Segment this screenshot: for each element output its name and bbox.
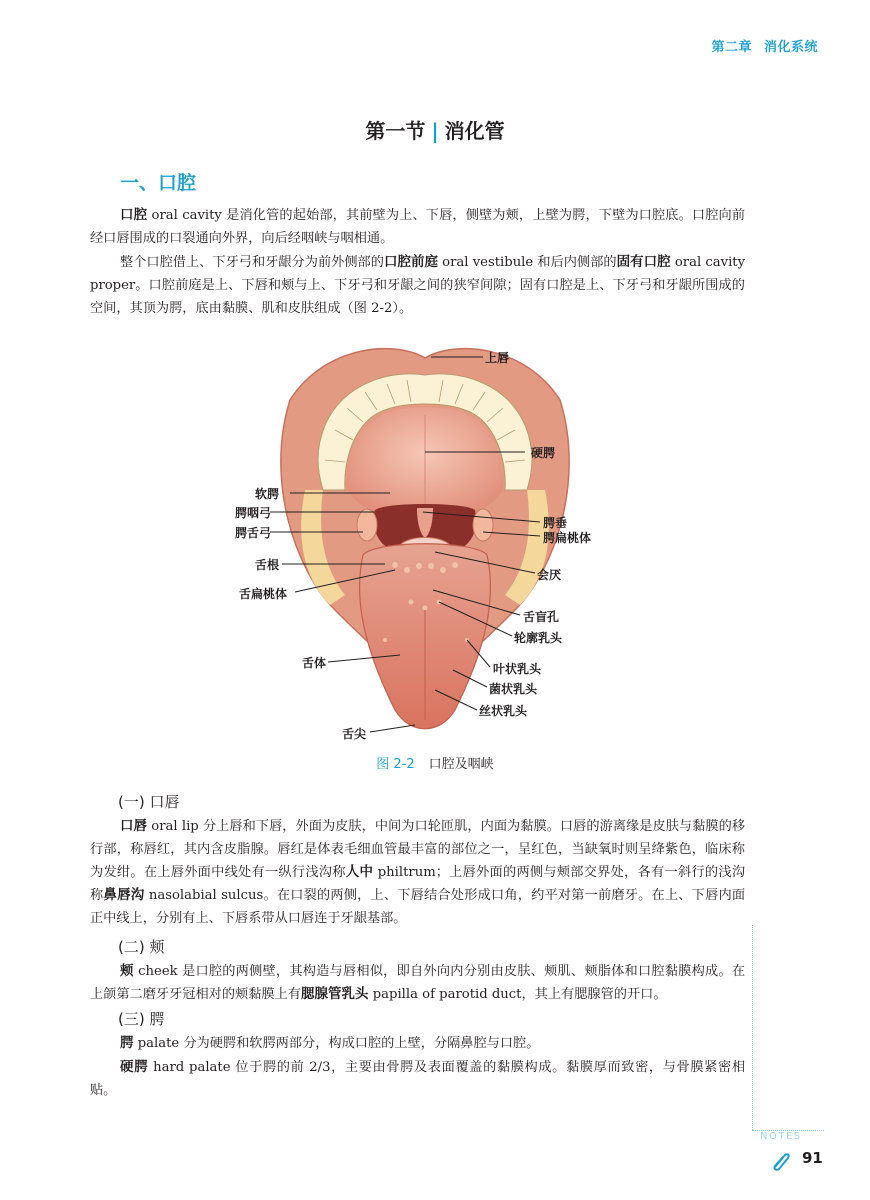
- paragraph-text: palate 分为硬腭和软腭两部分，构成口腔的上壁，分隔鼻腔与口腔。: [133, 1036, 540, 1051]
- paragraph-text: nasolabial sulcus。在口裂的两侧，上、下唇结合处形成口角，约平对第一前磨牙。在上、下唇内面正中线上，分别有上、下唇系带从口唇连于牙龈基部。: [90, 888, 746, 926]
- term: 口唇: [120, 818, 148, 834]
- term: 鼻唇沟: [103, 887, 145, 903]
- label-tongue-root: 舌根: [255, 558, 280, 572]
- label-foliate-papillae: 叶状乳头: [493, 662, 542, 676]
- paragraph-cheek: [90, 960, 745, 1006]
- label-palatoglossal-arch: 腭舌弓: [235, 526, 272, 540]
- figure-oral-cavity: [235, 340, 615, 740]
- heading-oral-cavity: 一、口腔: [120, 172, 197, 194]
- paragraph-text: hard palate 位于腭的前 2/3，主要由骨腭及表面覆盖的黏膜构成。黏膜厚而致密，与骨膜紧密相贴。: [90, 1060, 746, 1098]
- paragraph-vestibule: [90, 251, 745, 320]
- page-number: 91: [802, 1149, 823, 1167]
- label-upper-lip: 上唇: [485, 351, 510, 365]
- label-fungiform-papillae: 菌状乳头: [489, 682, 538, 696]
- figure-caption: [0, 753, 870, 772]
- section-title: [0, 115, 870, 144]
- paragraph-lip: [90, 815, 745, 930]
- section-name: 消化管: [444, 119, 505, 143]
- term: 口腔: [120, 207, 148, 223]
- label-soft-palate: 软腭: [255, 487, 280, 501]
- label-palatine-tonsil: 腭扁桃体: [543, 531, 592, 545]
- label-uvula: 腭垂: [543, 516, 568, 530]
- paragraph-text: oral vestibule 和后内侧部的: [437, 255, 617, 270]
- label-filiform-papillae: 丝状乳头: [479, 704, 528, 718]
- running-head: [711, 36, 818, 55]
- figure-title: 口腔及咽峡: [428, 757, 494, 772]
- label-epiglottis: 会厌: [537, 568, 562, 582]
- paragraph-text: oral cavity proper。口腔前庭是上、下唇和颊与上、下牙弓和牙龈之间的狭窄间隙；固有口腔是上、下牙弓和牙龈所围成的空间，其顶为腭，底由黏膜、肌和皮肤组成（图 2-2）。: [90, 255, 746, 316]
- paragraph-text: cheek 是口腔的两侧壁，其构造与唇相似，即自外向内分别由皮肤、颊肌、颊脂体和口腔黏膜构成。在上颌第二磨牙牙冠相对的颊黏膜上有: [90, 964, 746, 1002]
- chapter-number: 第二章: [711, 40, 752, 55]
- label-hard-palate: 硬腭: [531, 446, 556, 460]
- paragraph-text: philtrum；上唇外面的两侧与颊部交界处，各有一斜行的浅沟称: [90, 865, 746, 903]
- heading-palate: (三) 腭: [118, 1010, 165, 1028]
- label-palatopharyngeal-arch: 腭咽弓: [235, 506, 272, 520]
- label-lingual-tonsil: 舌扁桃体: [239, 587, 288, 601]
- paperclip-icon: [768, 1148, 794, 1174]
- term: 腮腺管乳头: [301, 986, 369, 1002]
- term: 腭: [120, 1035, 134, 1051]
- term: 人中: [345, 864, 374, 880]
- term: 口腔前庭: [383, 254, 438, 270]
- notes-label: NOTES: [760, 1131, 802, 1142]
- label-foramen-cecum: 舌盲孔: [523, 610, 560, 624]
- paragraph-oral-cavity: [90, 204, 745, 250]
- label-tongue-body: 舌体: [302, 656, 327, 670]
- heading-cheek: (二) 颊: [118, 938, 165, 956]
- paragraph-hard-palate: [90, 1056, 745, 1102]
- section-number: 第一节: [365, 119, 426, 143]
- paragraph-palate: [90, 1032, 745, 1055]
- notes-divider-vertical: [752, 925, 753, 1130]
- term: 硬腭: [120, 1059, 149, 1075]
- paragraph-text: oral lip 分上唇和下唇，外面为皮肤，中间为口轮匝肌，内面为黏膜。口唇的游离缘是皮肤与黏膜的移行部，称唇红，其内含皮脂腺。唇红是体表毛细血管最丰富的部位之一，呈红色，当缺氧时则呈绛紫色，临床称为发绀。在上唇外面中线处有一纵行浅沟称: [90, 819, 746, 880]
- term: 固有口腔: [616, 254, 671, 270]
- paragraph-text: 整个口腔借上、下牙弓和牙龈分为前外侧部的: [120, 255, 384, 270]
- figure-number: 图 2-2: [376, 757, 415, 772]
- title-divider: |: [431, 119, 439, 143]
- paragraph-text: oral cavity 是消化管的起始部，其前壁为上、下唇，侧壁为颊，上壁为腭，下壁为口腔底。口腔向前经口唇围成的口裂通向外界，向后经咽峡与咽相通。: [90, 208, 746, 246]
- paragraph-text: papilla of parotid duct，其上有腮腺管的开口。: [368, 987, 667, 1002]
- chapter-title: 消化系统: [763, 40, 818, 55]
- term: 颊: [120, 963, 134, 979]
- label-vallate-papillae: 轮廓乳头: [514, 631, 563, 645]
- label-tongue-tip: 舌尖: [342, 727, 367, 741]
- heading-lip: (一) 口唇: [118, 793, 180, 811]
